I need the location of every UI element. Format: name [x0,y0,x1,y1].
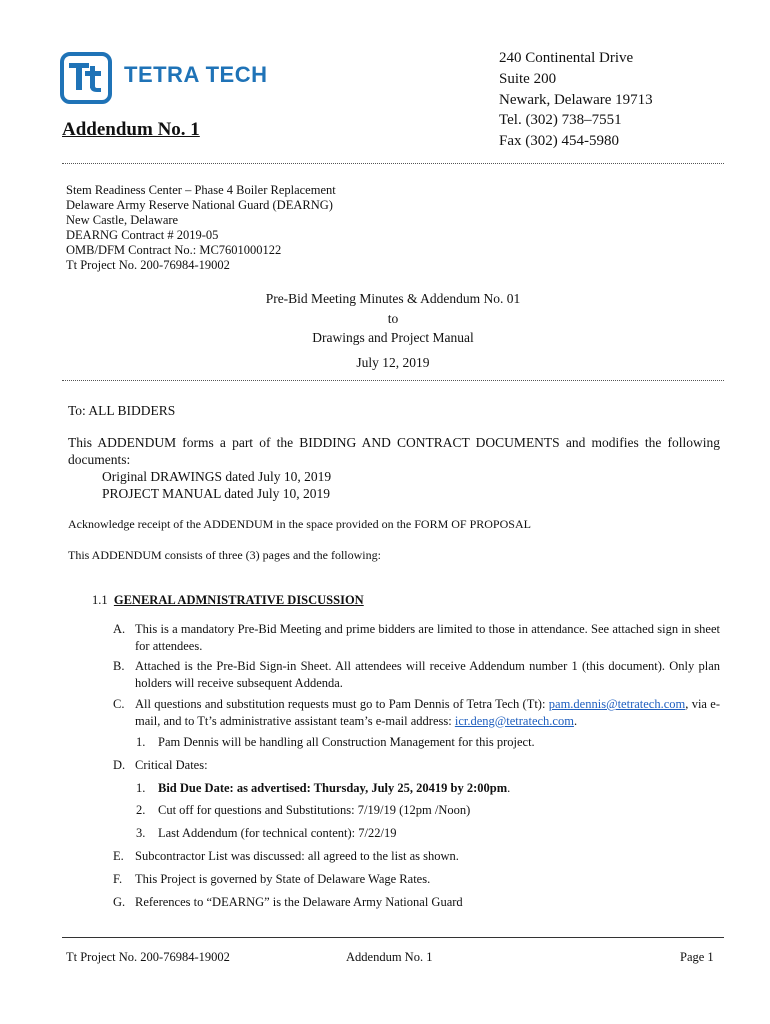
list-item-text: This Project is governed by State of Delaware Wage Rates. [135,872,431,886]
sub-list-item-text-end: . [507,781,511,795]
address-fax: Fax (302) 454-5980 [499,133,619,150]
list-item-text: References to “DEARNG” is the Delaware Army National Guard [135,895,463,909]
footer-project-number: Tt Project No. 200-76984-19002 [66,950,230,964]
list-item [113,696,720,729]
document-title: Pre-Bid Meeting Minutes & Addendum No. 01 [265,291,521,306]
footer-addendum: Addendum No. 1 [346,950,433,964]
project-info [66,183,336,273]
email-link-pam-dennis[interactable]: pam.dennis@tetratech.com [548,697,686,711]
acknowledge-text: Acknowledge receipt of the ADDENDUM in the space provided on the FORM OF PROPOSAL [68,517,531,531]
address-line: Suite 200 [499,70,557,87]
list-item-text [135,696,720,729]
footer-divider [62,937,724,938]
sub-list-item [136,802,720,819]
addendum-title: Addendum No. 1 [62,119,200,140]
modified-document: Original DRAWINGS dated July 10, 2019 [102,469,332,484]
logo-wordmark: TETRA TECH [124,62,268,87]
project-info-line: Delaware Army Reserve National Guard (DEARNG) [66,198,333,212]
modified-document: PROJECT MANUAL dated July 10, 2019 [102,486,331,501]
list-item-text: Subcontractor List was discussed: all agreed to the list as shown. [135,849,459,863]
company-address [499,48,653,152]
list-item-label: E. [113,849,124,863]
footer-page-number: Page 1 [680,950,714,964]
project-info-line: DEARNG Contract # 2019-05 [66,228,219,242]
sub-list-item-label: 3. [136,826,146,840]
list-item [113,894,720,911]
list-item-label: D. [113,758,126,772]
list-item-text: This is a mandatory Pre-Bid Meeting and prime bidders are limited to those in attendance. See attached sign in sheet for attendees. [135,622,720,653]
address-phone: Tel. (302) 738–7551 [499,112,622,129]
section-heading [92,593,364,608]
list-item-text-part: All questions and substitution requests must go to Pam Dennis of Tetra Tech (Tt): [135,697,549,711]
intro-paragraph: This ADDENDUM forms a part of the BIDDING AND CONTRACT DOCUMENTS and modifies the following documents: [68,435,720,467]
address-line: Newark, Delaware 19713 [499,91,653,108]
list-item [113,871,720,888]
company-logo [60,52,310,110]
bid-due-date: Bid Due Date: as advertised: Thursday, July 25, 20419 by 2:00pm [158,781,508,795]
recipient-line: To: ALL BIDDERS [68,403,176,418]
list-item-label: C. [113,697,125,711]
list-item-text-part: , via e-mail, and to Tt’s administrative assistant team’s e-mail address: [135,697,721,728]
sub-list-item-label: 1. [136,735,146,749]
project-info-line: Tt Project No. 200-76984-19002 [66,258,230,272]
list-item [113,621,720,654]
list-item-text: Attached is the Pre-Bid Sign-in Sheet. All attendees will receive Addendum number 1 (this document). Only plan holders will receive subsequent Addenda. [135,659,720,690]
list-item-label: F. [113,872,123,886]
sub-list-item [136,734,720,751]
tetra-tech-logo-icon [60,52,112,104]
list-item [113,757,720,774]
address-line: 240 Continental Drive [499,50,634,66]
sub-list-item-text [158,780,720,797]
list-item-label: G. [113,895,126,909]
email-link-admin-team[interactable]: icr.deng@tetratech.com [454,713,574,728]
project-info-line: OMB/DFM Contract No.: MC7601000122 [66,243,282,257]
list-item-label: B. [113,659,125,673]
section-number: 1.1 [92,593,108,607]
consists-text: This ADDENDUM consists of three (3) pages and the following: [68,548,381,562]
sub-list-item [136,780,720,797]
project-info-line: New Castle, Delaware [66,213,179,227]
list-item-text-part: . [573,713,578,728]
sub-list-item-text: Pam Dennis will be handling all Construction Management for this project. [158,735,535,749]
list-item-text: Critical Dates: [135,758,208,772]
list-item [113,658,720,691]
document-title-to: to [387,310,399,326]
list-item-label: A. [113,622,126,636]
section-title: GENERAL ADMNISTRATIVE DISCUSSION [113,593,364,607]
sub-list-item-label: 2. [136,803,146,817]
dotted-divider [62,163,724,164]
list-item [113,848,720,865]
document-title-block [62,289,724,348]
document-subtitle: Drawings and Project Manual [312,330,474,345]
project-info-line: Stem Readiness Center – Phase 4 Boiler Replacement [66,183,336,197]
sub-list-item [136,825,720,842]
sub-list-item-text: Last Addendum (for technical content): 7/22/19 [158,826,397,840]
sub-list-item-label: 1. [136,781,146,795]
document-date: July 12, 2019 [356,355,430,370]
sub-list-item-text: Cut off for questions and Substitutions: 7/19/19 (12pm /Noon) [158,803,471,817]
dotted-divider [62,380,724,381]
